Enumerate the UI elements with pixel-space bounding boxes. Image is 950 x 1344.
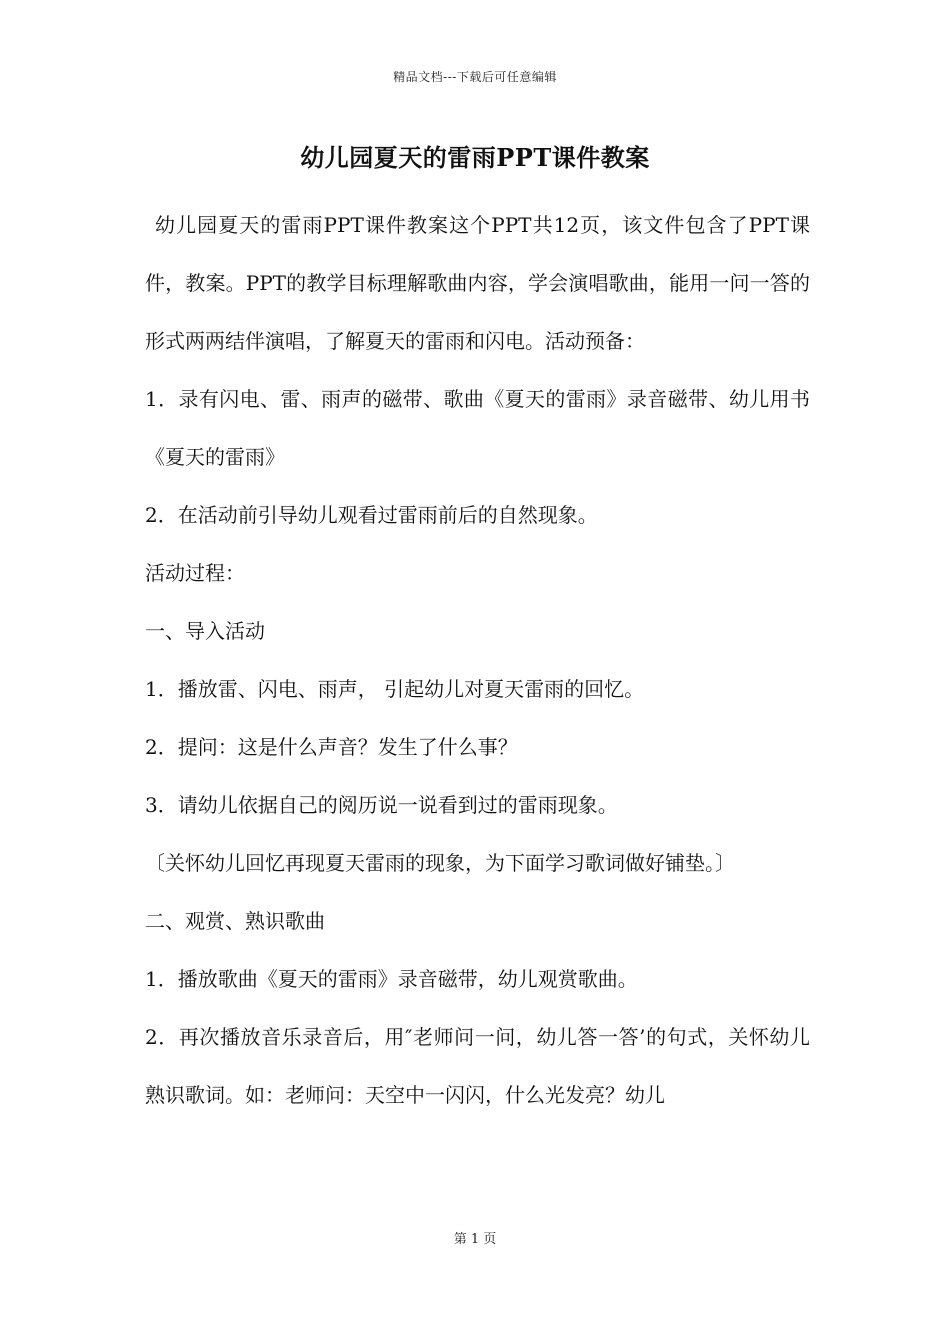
page-number: 第 1 页 xyxy=(453,1232,497,1247)
intro-paragraph: 幼儿园夏天的雷雨PPT课件教案这个PPT共12页，该文件包含了PPT课件，教案。PPT的教学目标理解歌曲内容，学会演唱歌曲，能用一问一答的形式两两结伴演唱，了解夏天的雷雨和闪电。活动预备： xyxy=(145,213,810,353)
section-heading-intro-activity: 一、导入活动 xyxy=(145,619,265,643)
activity-step-1: 1．播放雷、闪电、雨声， 引起幼儿对夏天雷雨的回忆。 xyxy=(145,677,645,701)
header-note: 精品文档---下载后可任意编辑 xyxy=(393,70,557,84)
activity-step-2: 2．提问：这是什么声音？发生了什么事？ xyxy=(145,735,518,759)
song-step-1: 1．播放歌曲《夏天的雷雨》录音磁带，幼儿观赏歌曲。 xyxy=(145,967,638,991)
document-body xyxy=(145,196,810,1124)
activity-step-3: 3．请幼儿依据自己的阅历说一说看到过的雷雨现象。 xyxy=(145,793,618,817)
song-step-2: 2．再次播放音乐录音后，用″老师问一问，幼儿答一答’的句式，关怀幼儿熟识歌词。如：老师问：天空中一闪闪，什么光发亮？幼儿 xyxy=(145,1025,810,1107)
prep-item-1: 1．录有闪电、雷、雨声的磁带、歌曲《夏天的雷雨》录音磁带、幼儿用书《夏天的雷雨》 xyxy=(145,387,810,469)
section-heading-process: 活动过程： xyxy=(145,561,245,585)
section-heading-appreciate-song: 二、观赏、熟识歌曲 xyxy=(145,909,325,933)
activity-note: 〔关怀幼儿回忆再现夏天雷雨的现象，为下面学习歌词做好铺垫。〕 xyxy=(145,851,735,875)
document-title: 幼儿园夏天的雷雨PPT课件教案 xyxy=(300,143,650,172)
prep-item-2: 2．在活动前引导幼儿观看过雷雨前后的自然现象。 xyxy=(145,503,598,527)
